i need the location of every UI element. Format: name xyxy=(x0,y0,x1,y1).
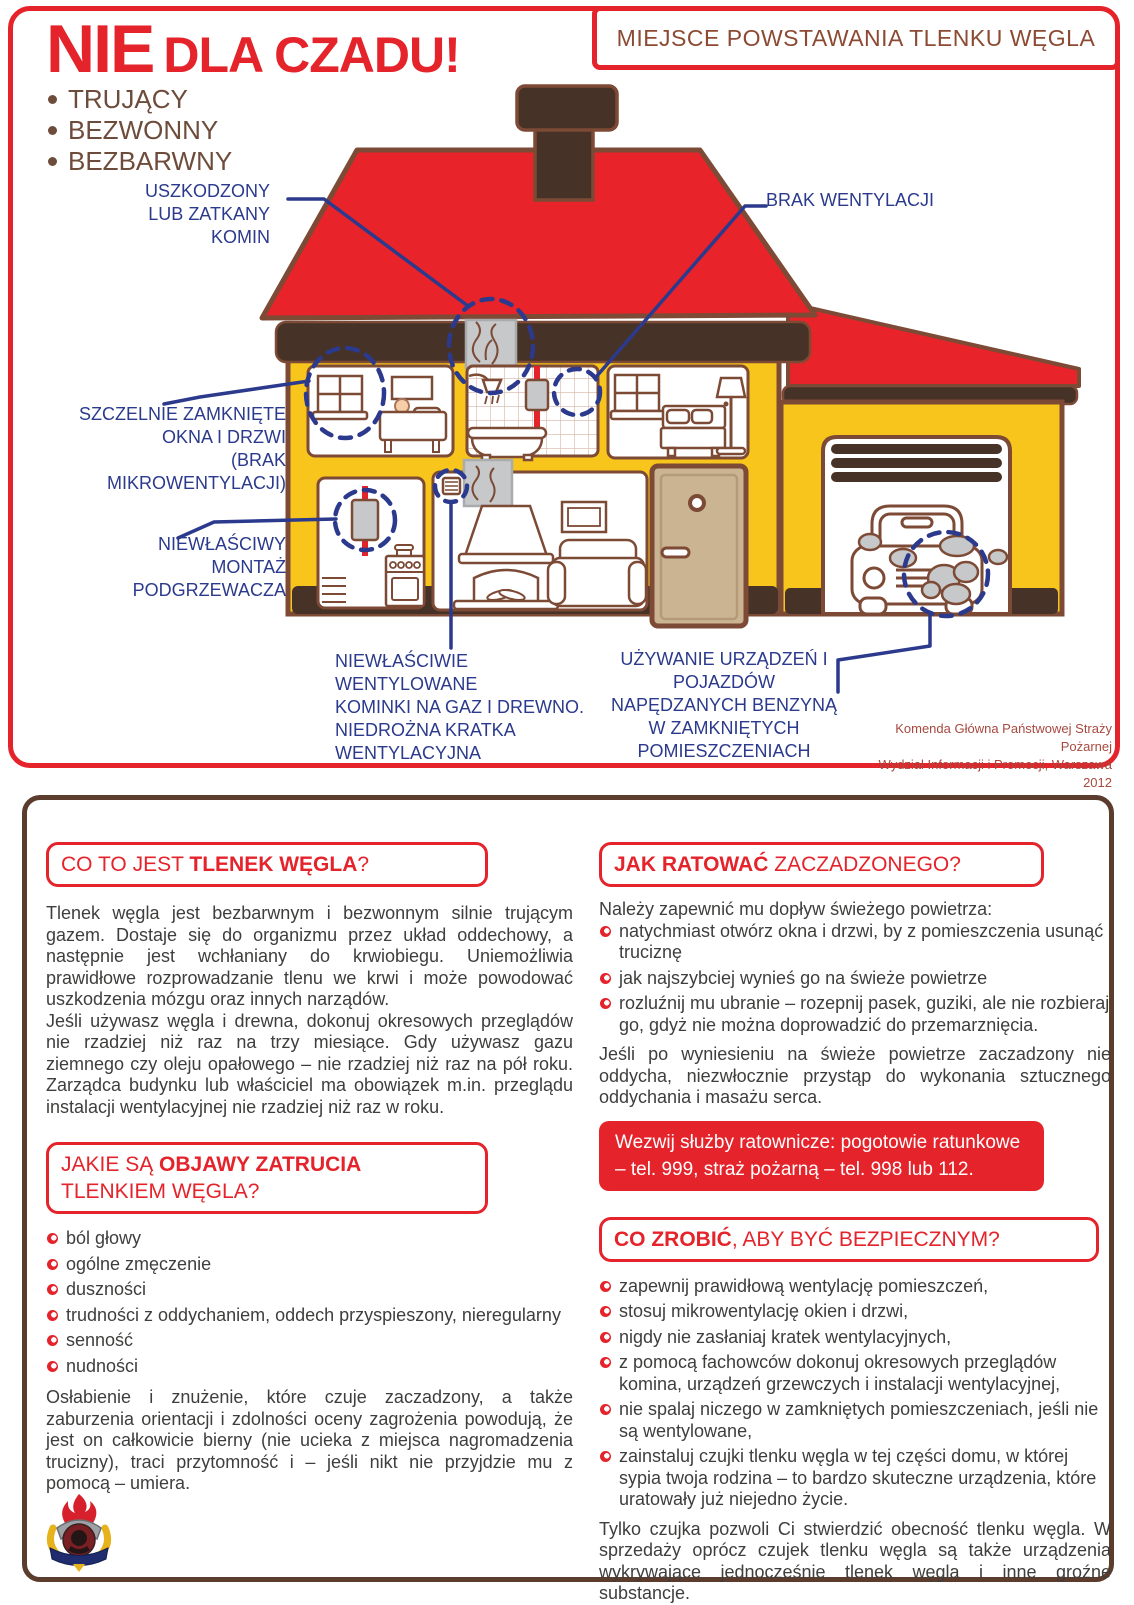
symptoms-list xyxy=(46,1228,573,1377)
fireplace-duct xyxy=(464,460,512,506)
trait-item: BEZBARWNY xyxy=(46,146,232,177)
paragraph-inspections: Jeśli używasz węgla i drewna, dokonuj okresowych przeglądów nie rzadziej niż raz na trzy miesiące. Gdy używasz gazu ziemnego czy oleju opałowego – nie rzadziej niż raz na pół roku. Zarządca budynku lub właściciel ma obowiązek m.in. przeglądu instalacji wentylacyjnej nie rzadziej niż raz w roku. xyxy=(46,1010,573,1117)
rescue-item: natychmiast otwórz okna i drzwi, by z pomieszczenia usunąć truciznę xyxy=(599,921,1111,964)
heading-how-to-rescue: JAK RATOWAĆ ZACZADZONEGO? xyxy=(599,842,1044,887)
rescue-item: jak najszybciej wynieś go na świeże powietrze xyxy=(599,968,1111,990)
window-icon xyxy=(611,375,665,419)
heading-what-is-co: CO TO JEST TLENEK WĘGLA? xyxy=(46,842,488,887)
garage-door-slat xyxy=(831,444,1002,454)
picture-inner xyxy=(568,508,600,526)
trait-item: BEZWONNY xyxy=(46,115,232,146)
bedroom-right xyxy=(608,366,748,458)
label-fireplaces: NIEWŁAŚCIWIE WENTYLOWANE KOMINKI NA GAZ I DREWNO. NIEDROŻNA KRATKA WENTYLACYJNA xyxy=(335,651,585,763)
flame-icon xyxy=(62,1494,96,1523)
label-sealed-windows: SZCZELNIE ZAMKNIĘTE OKNA I DRZWI (BRAK MIKROWENTYLACJI) xyxy=(78,404,286,493)
stove-icon xyxy=(386,556,424,606)
corner-heading-text: MIEJSCE POWSTAWANIA TLENKU WĘGLA xyxy=(616,24,1096,51)
label-no-ventilation: BRAK WENTYLACJI xyxy=(766,190,935,210)
rescue-list xyxy=(599,921,1111,1037)
symptom-item: ogólne zmęczenie xyxy=(46,1254,573,1276)
column-left xyxy=(46,842,573,1495)
paragraph-weakening: Osłabienie i znużenie, które czuje zaczadzony, a także zaburzenia orientacji i zdolności oceny zagrożenia powodują, że jest on całkowicie bierny (nie ucieka z miejsca nagromadzenia trucizny), traci przytomność i – jeśli nikt nie przyjdzie mu z pomocą – umiera. xyxy=(46,1387,573,1493)
label-heater-installation: NIEWŁAŚCIWY MONTAŻ PODGRZEWACZA xyxy=(132,534,286,600)
credit-text: Komenda Główna Państwowej Straży Pożarnej Wydział Informacji i Promocji, Warszawa 2012 xyxy=(878,721,1112,790)
safety-item: nigdy nie zasłaniaj kratek wentylacyjnych, xyxy=(599,1327,1111,1349)
door-knob-icon xyxy=(690,496,704,510)
paragraph-detector: Tylko czujka pozwoli Ci stwierdzić obecność tlenku węgla. W sprzedaży oprócz czujek tlenku węgla są także urządzenia wykrywające jednocześnie tlenek węgla i inne groźne substancje. xyxy=(599,1518,1111,1603)
vent-grille-icon xyxy=(443,478,460,494)
emergency-numbers-box: Wezwij służby ratownicze: pogotowie ratunkowe – tel. 999, straż pożarną – tel. 998 lub 112. xyxy=(599,1121,1044,1191)
safety-item: z pomocą fachowców dokonuj okresowych przeglądów komina, urządzeń grzewczych i instalacji wentylacyjnej, xyxy=(599,1352,1111,1395)
symptom-item: senność xyxy=(46,1330,573,1352)
window-icon xyxy=(313,376,367,419)
rescue-item: rozluźnij mu ubranie – rozepnij pasek, guziki, ale nie rozbieraj go, gdyż nie można doprowadzić do przemarznięcia. xyxy=(599,993,1111,1036)
safety-item: stosuj mikrowentylację okien i drzwi, xyxy=(599,1301,1111,1323)
bed-icon xyxy=(661,406,725,456)
sofa-icon xyxy=(548,540,646,606)
label-petrol-vehicles: UŻYWANIE URZĄDZEŃ I POJAZDÓW NAPĘDZANYCH BENZYNĄ W ZAMKNIĘTYCH POMIESZCZENIACH xyxy=(610,649,838,761)
symptom-item: ból głowy xyxy=(46,1228,573,1250)
symptom-item: trudności z oddychaniem, oddech przyspieszony, nieregularny xyxy=(46,1305,573,1327)
letter-slot-icon xyxy=(662,548,689,557)
state-fire-service-logo xyxy=(43,1492,115,1574)
rescue-intro: Należy zapewnić mu dopływ świeżego powietrza: xyxy=(599,899,993,919)
poster-bottom-panel xyxy=(22,795,1114,1603)
symptom-item: nudności xyxy=(46,1356,573,1378)
trait-item: TRUJĄCY xyxy=(46,84,232,115)
safety-item: nie spalaj niczego w zamkniętych pomieszczeniach, jeśli nie są wentylowane, xyxy=(599,1399,1111,1442)
garage-door-slat xyxy=(831,458,1002,468)
heading-how-to-be-safe: CO ZROBIĆ, ABY BYĆ BEZPIECZNYM? xyxy=(599,1217,1099,1262)
heading-symptoms: JAKIE SĄ OBJAWY ZATRUCIA TLENKIEM WĘGLA? xyxy=(46,1142,488,1214)
paragraph-resuscitation: Jeśli po wyniesieniu na świeże powietrze zaczadzony nie oddycha, niezwłocznie przystąp do wykonania sztucznego oddychania i masażu serca. xyxy=(599,1044,1111,1107)
label-damaged-chimney: USZKODZONY LUB ZATKANY KOMIN xyxy=(144,181,270,247)
poster-title xyxy=(46,10,460,88)
title-emphasis: NIE xyxy=(46,11,154,87)
safety-list xyxy=(599,1276,1111,1511)
safety-item: zainstaluj czujki tlenku węgla w tej części domu, w której sypia twoja rodzina – to bardzo skuteczne urządzenia, które uratowały już niejedno życie. xyxy=(599,1446,1111,1511)
symptom-item: duszności xyxy=(46,1279,573,1301)
corner-heading-box xyxy=(592,6,1120,70)
garage-door-slat xyxy=(831,472,1002,482)
title-rest: DLA CZADU! xyxy=(163,27,460,83)
front-door xyxy=(652,466,746,626)
picture-frame-icon xyxy=(392,377,432,399)
kitchen xyxy=(318,478,424,608)
column-right xyxy=(599,842,1111,1605)
safety-item: zapewnij prawidłową wentylację pomieszczeń, xyxy=(599,1276,1111,1298)
gas-traits-list xyxy=(46,84,232,177)
bathroom xyxy=(467,366,598,460)
paragraph-co-description: Tlenek węgla jest bezbarwnym i bezwonnym silnie trującym gazem. Dostaje się do organizmu przez układ oddechowy, a następnie jest wchłaniany do krwiobiegu. Uniemożliwia prawidłowe rozprowadzanie tlenu we krwi i może powodować uszkodzenia mózgu oraz innych narządów. xyxy=(46,903,573,1009)
living-room xyxy=(433,460,647,610)
blocked-chimney-duct xyxy=(466,320,516,368)
